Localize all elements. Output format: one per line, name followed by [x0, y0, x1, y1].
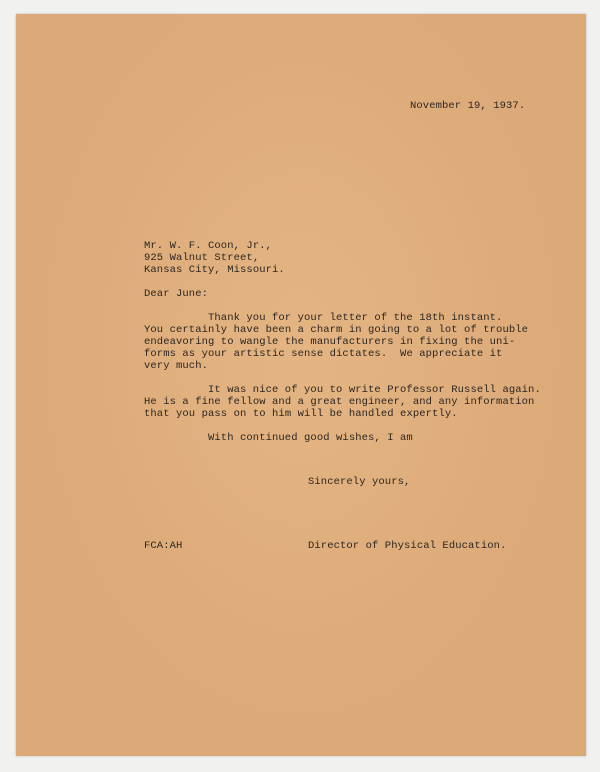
letter-date: November 19, 1937.	[410, 100, 526, 112]
paragraph1-line-2: You certainly have been a charm in going to a lot of trouble	[144, 324, 529, 336]
paragraph1-line-5: very much.	[144, 360, 209, 372]
paragraph1-line-4: forms as your artistic sense dictates. We appreciate it	[144, 348, 503, 360]
paragraph1-line-3: endeavoring to wangle the manufacturers in fixing the uni-	[144, 336, 516, 348]
paragraph2-line-3: that you pass on to him will be handled expertly.	[144, 408, 458, 420]
address-line-1: Mr. W. F. Coon, Jr.,	[144, 240, 273, 252]
salutation: Dear June:	[144, 288, 209, 300]
paragraph1-line-1: Thank you for your letter of the 18th instant.	[208, 312, 503, 324]
closing: Sincerely yours,	[308, 476, 411, 488]
paragraph2-line-1: It was nice of you to write Professor Russell again.	[208, 384, 541, 396]
typist-initials: FCA:AH	[144, 540, 183, 552]
letter-paper	[16, 14, 586, 756]
address-line-2: 925 Walnut Street,	[144, 252, 260, 264]
address-line-3: Kansas City, Missouri.	[144, 264, 285, 276]
paragraph2-line-2: He is a fine fellow and a great engineer, and any information	[144, 396, 535, 408]
signature-title: Director of Physical Education.	[308, 540, 507, 552]
paragraph3: With continued good wishes, I am	[208, 432, 413, 444]
